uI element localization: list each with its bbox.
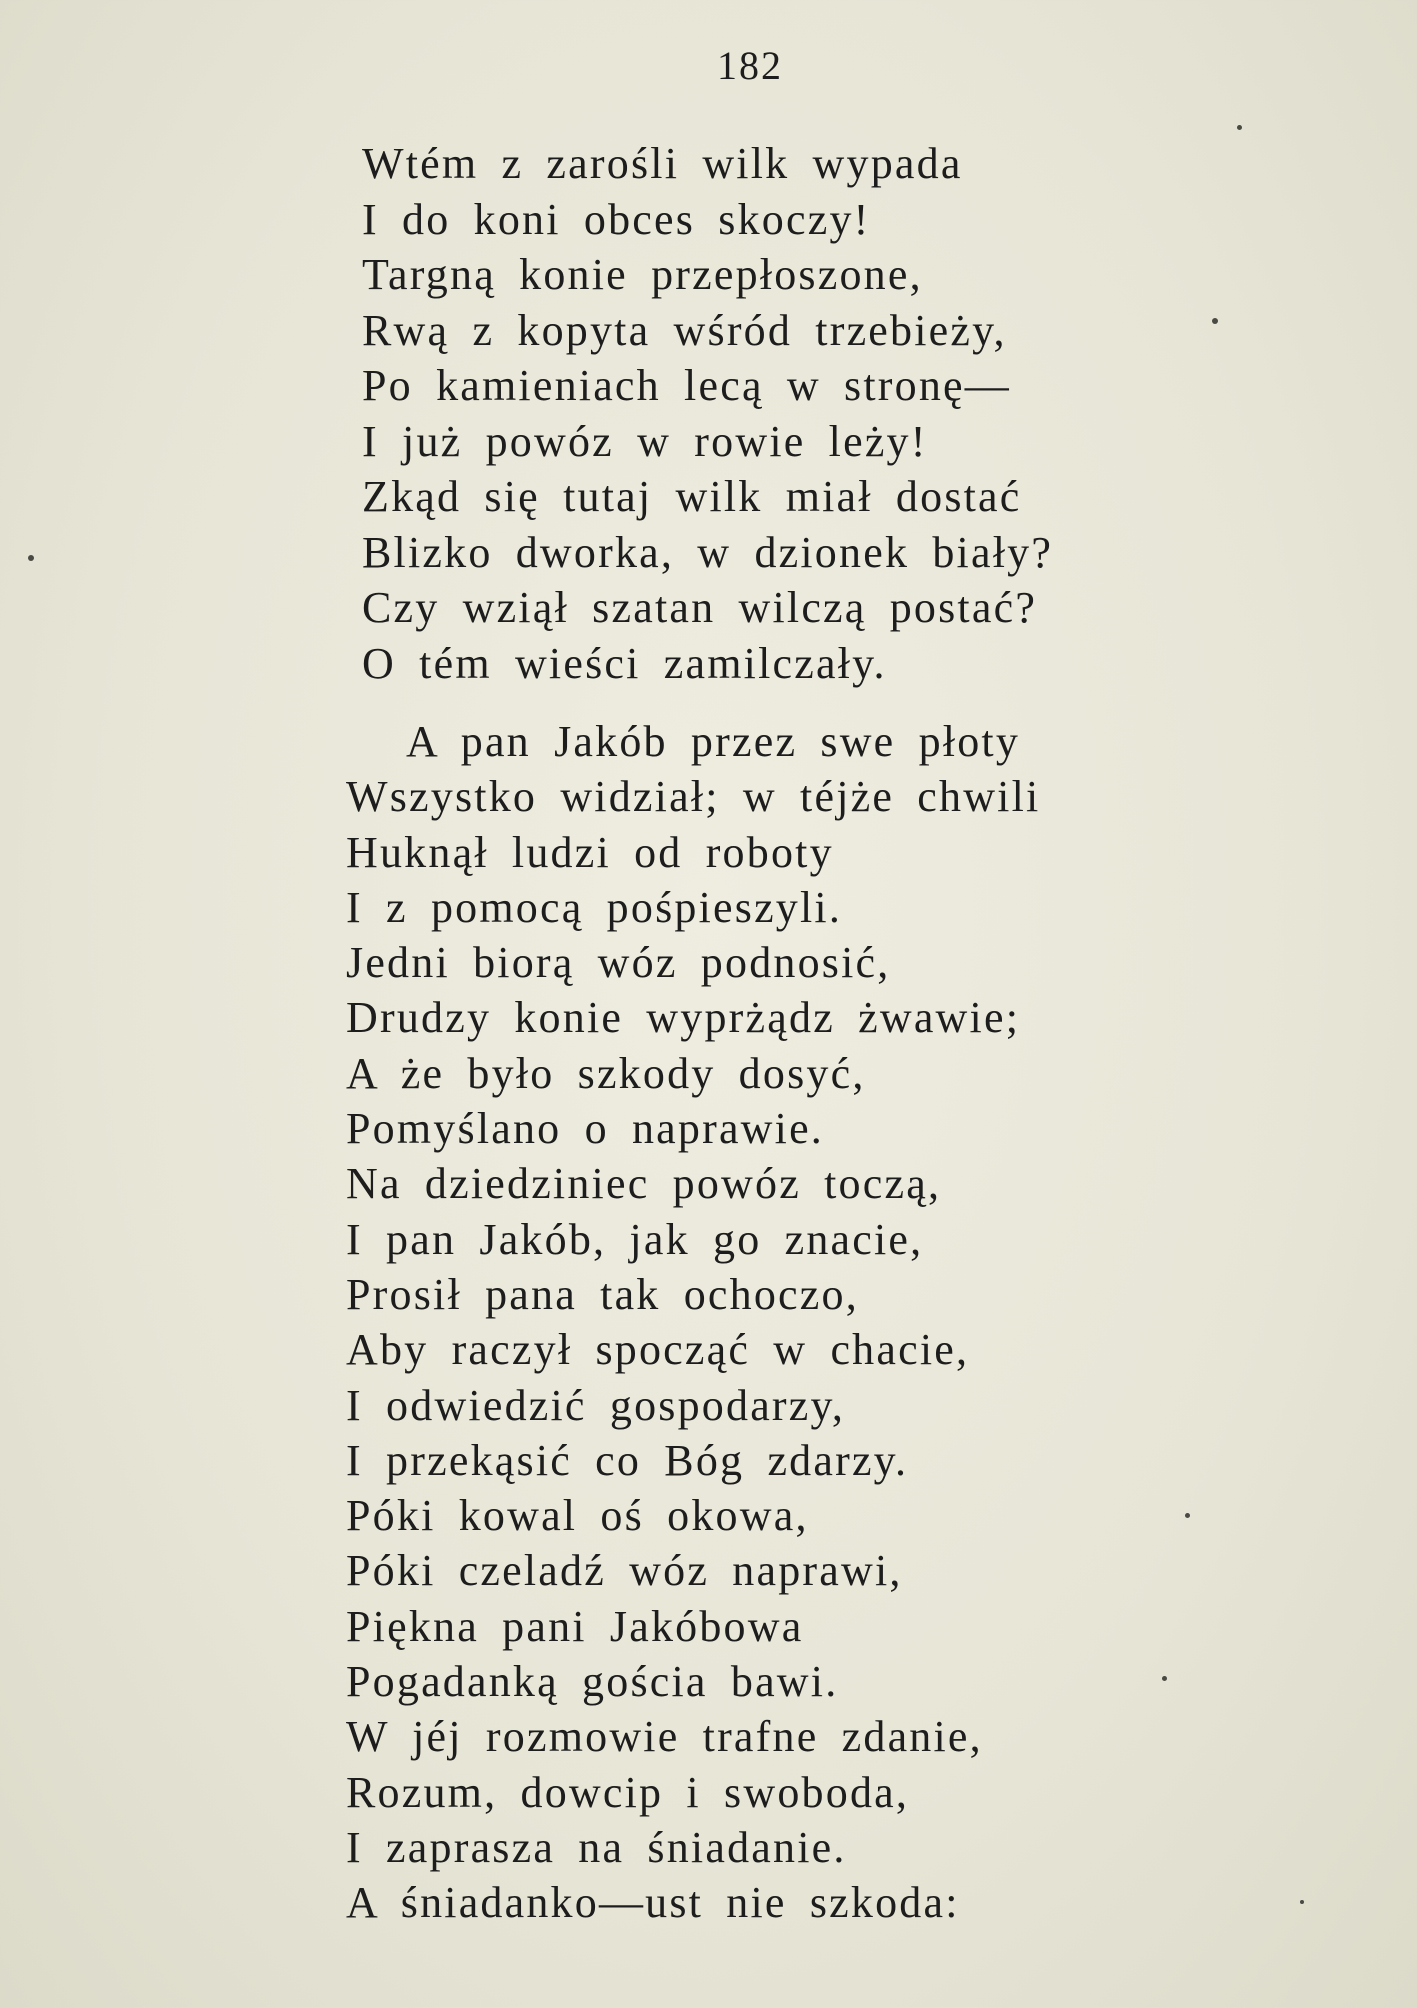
- poem-line: A że było szkody dosyć,: [346, 1048, 866, 1098]
- poem-line: Póki kowal oś okowa,: [346, 1491, 809, 1541]
- paper-speck: [1300, 1900, 1304, 1904]
- poem-line: Zkąd się tutaj wilk miał dostać: [362, 472, 1022, 521]
- poem-line: I z pomocą pośpieszyli.: [346, 882, 843, 932]
- page-number: 182: [717, 43, 783, 88]
- paper-speck: [1237, 125, 1242, 130]
- poem-line: Póki czeladź wóz naprawi,: [346, 1546, 903, 1596]
- poem-line: Czy wziął szatan wilczą postać?: [362, 583, 1038, 632]
- poem-line: I do koni obces skoczy!: [362, 194, 871, 244]
- poem-line: A śniadanko—ust nie szkoda:: [346, 1878, 960, 1928]
- poem-line: Na dziedziniec powóz toczą,: [346, 1159, 942, 1209]
- poem-line: Wszystko widział; w téjże chwili: [346, 772, 1041, 822]
- poem-line: I odwiedzić gospodarzy,: [346, 1380, 846, 1430]
- paper-speck: [1162, 1676, 1167, 1681]
- poem-line: I zaprasza na śniadanie.: [346, 1822, 847, 1872]
- poem-line: Rwą z kopyta wśród trzebieży,: [362, 305, 1007, 355]
- poem-line: Jedni biorą wóz podnosić,: [346, 938, 891, 988]
- poem-line: O tém wieści zamilczały.: [362, 638, 887, 688]
- poem-line: Rozum, dowcip i swoboda,: [346, 1767, 910, 1817]
- paper-speck: [1212, 318, 1218, 324]
- paper-speck: [1185, 1513, 1190, 1518]
- poem-line: Piękna pani Jakóbowa: [346, 1601, 804, 1651]
- poem-line: Blizko dworka, w dzionek biały?: [362, 527, 1054, 577]
- poem-line: A pan Jakób przez swe płoty: [406, 717, 1021, 766]
- poem-line: W jéj rozmowie trafne zdanie,: [346, 1712, 983, 1762]
- poem-line: I przekąsić co Bóg zdarzy.: [346, 1435, 909, 1485]
- poem-line: I już powóz w rowie leży!: [362, 416, 928, 466]
- poem-line: Pogadanką gościa bawi.: [346, 1657, 839, 1707]
- poem-line: Targną konie przepłoszone,: [362, 250, 923, 299]
- paper-speck: [28, 555, 34, 561]
- poem-line: Huknął ludzi od roboty: [346, 827, 834, 877]
- poem-line: Pomyślano o naprawie.: [346, 1104, 825, 1154]
- poem-line: Prosił pana tak ochoczo,: [346, 1269, 859, 1319]
- poem-line: Po kamieniach lecą w stronę—: [362, 361, 1011, 410]
- poem-line: I pan Jakób, jak go znacie,: [346, 1214, 924, 1264]
- stanza-1: [362, 136, 1053, 691]
- stanza-2: [346, 714, 1040, 1931]
- poem-line: Drudzy konie wyprżądz żwawie;: [346, 993, 1021, 1043]
- poem-line: Aby raczył spocząć w chacie,: [346, 1325, 970, 1375]
- poem-line: Wtém z zarośli wilk wypada: [362, 139, 963, 188]
